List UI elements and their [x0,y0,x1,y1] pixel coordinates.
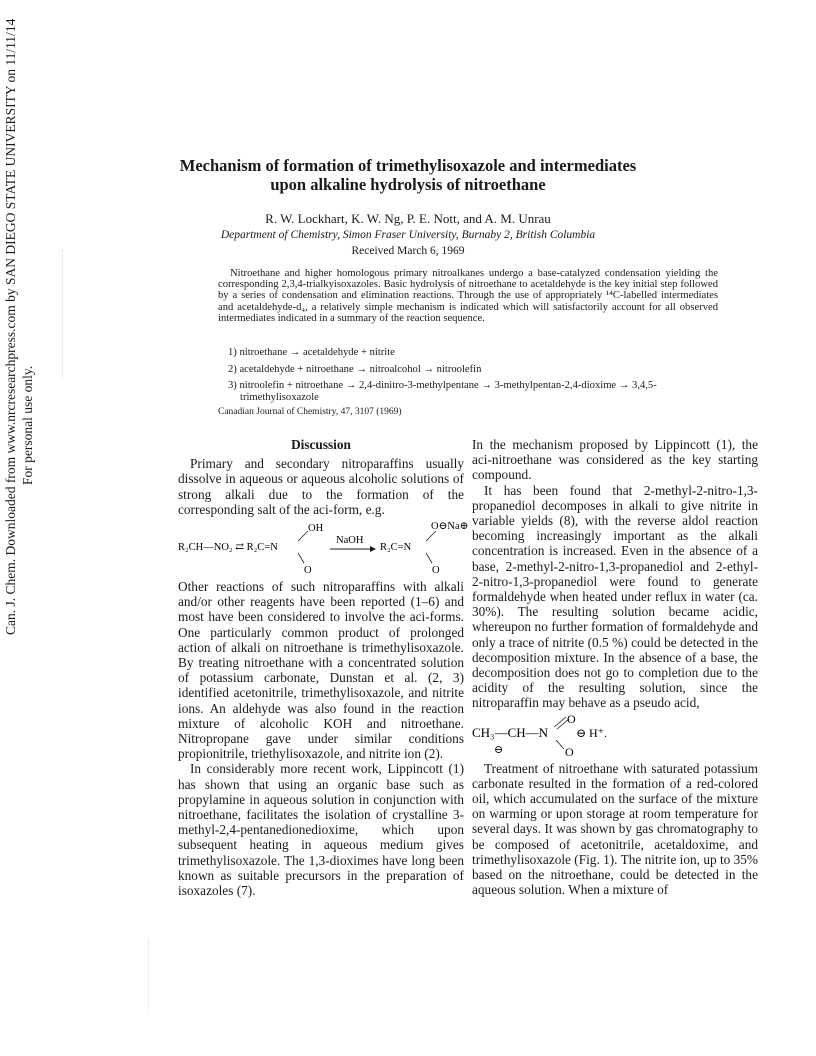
download-notice [2,18,38,635]
download-notice-line1: Can. J. Chem. Downloaded from www.nrcresearchpress.com by SAN DIEGO STATE UNIVERSITY on 11/11/14 [3,18,18,635]
title-line-1: Mechanism of formation of trimethylisoxazole and intermediates [179,156,637,175]
aci-form-equation [178,519,469,577]
scan-artifact [62,250,64,380]
abstract: Nitroethane and higher homologous primary nitroalkanes undergo a base-catalyzed condensation yielding the corresponding 2,3,4-trialkyisoxazoles. Basic hydrolysis of nitroethane to acetaldehyde is the key initial step followed by a series of condensation and elimination reactions. Through the use of appropriately ¹⁴C-labelled intermediates and acetaldehyde-d₄, a relatively simple mechanism is indicated which will satisfactorily account for all observed intermediates indicated in a summary of the reaction sequence. [218,268,718,324]
bond-line [556,740,564,749]
equation-o: O [432,565,440,577]
equation-o: O [304,565,312,577]
reaction-step-2: 2) acetaldehyde + nitroethane → nitroalcohol → nitroolefin [228,363,482,375]
bond-line [298,553,304,563]
affiliation: Department of Chemistry, Simon Fraser University, Burnaby 2, British Columbia [220,229,596,241]
received-date: Received March 6, 1969 [351,245,465,257]
arrow-head [370,546,376,552]
equation-lhs: CH₃—CH—N [472,724,549,740]
bond-line [426,553,432,563]
paragraph: Other reactions of such nitroparaffins with alkali and/or other reagents have been reported (1–6) and most have been considered to involve the aci-forms. One particularly common product of prolonged action of alkali on nitroethane is trimethylisoxazole. By treating nitroethane with a concentrated solution of potassium carbonate, Dunstan et al. (2, 3) identified acetonitrile, trimethylisoxazole, and nitrite ions. An aldehyde was also found in the reaction mixture of alcoholic KOH and nitroethane. Nitropropane gave under similar conditions propionitrile, triethylisoxazole, and nitrite ion (2). [178,579,464,762]
bond-line [426,531,436,541]
equation-reagent: NaOH [336,535,364,547]
paragraph: Treatment of nitroethane with saturated potassium carbonate resulted in the formation of a red-colored oil, which accumulated on the surface of the mixture on warming or upon storage at room temperature for several days. It was shown by gas chromatography to be composed of acetonitrile, acetaldoxime, and trimethylisoxazole (Fig. 1). The nitrite ion, up to 35% based on the nitroethane, could be detected in the aqueous solution. When a mixture of [472,760,758,898]
reaction-step-1: 1) nitroethane → acetaldehyde + nitrite [228,347,395,358]
article-title [120,156,696,194]
equation-minus: ⊖ [494,743,504,756]
scan-artifact [148,940,150,1010]
equation-tail: ⊖ H⁺. [576,725,608,740]
right-column [472,437,758,897]
paragraph: In the mechanism proposed by Lippincott (1), the aci-nitroethane was considered as the key starting compound. [472,437,758,483]
equation-o-top: O [567,711,576,726]
paragraph: Primary and secondary nitroparaffins usually dissolve in aqueous or aqueous alcoholic solutions of strong alkali due to the formation of the corresponding salt of the aci-form, e.g. [178,456,464,517]
authors: R. W. Lockhart, K. W. Ng, P. E. Nott, and A. M. Unrau [265,211,551,226]
reaction-step-3: 3) nitroolefin + nitroethane → 2,4-dinitro-3-methylpentane → 3-methylpentan-2,4-dioxime → 3,4,5-trimethylisoxazole [228,380,657,403]
pseudo-acid-equation [472,713,758,757]
download-notice-line2: For personal use only. [20,365,35,485]
equation-ona: O⊖Na⊕ [431,521,469,533]
equation-oh: OH [308,523,324,535]
reaction-sequence [228,347,718,408]
journal-citation: Canadian Journal of Chemistry, 47, 3107 (1969) [218,407,402,417]
paragraph: It has been found that 2-methyl-2-nitro-1,3-propanediol decomposes in alkali to give nitrite in variable yields (8), with the reverse aldol reaction becoming increasingly important as the alkali concentration is increased. Even in the absence of a base, 2-methyl-2-nitro-1,3-propanediol and 2-ethyl-2-nitro-1,3-propanediol were found to generate formaldehyde when heated under reflux in water (ca. 30%). The resulting solution became acidic, whereupon no further formation of formaldehyde and only a trace of nitrite (0.5 %) could be detected in the decomposition mixture. In the absence of a base, the decomposition does not go to completion due to the acidity of the resulting solution, since the nitroparaffin may behave as a pseudo acid, [472,482,758,711]
bond-line [298,531,308,541]
title-line-2: upon alkaline hydrolysis of nitroethane [270,175,546,194]
equation-lhs: R₂CH—NO₂ ⇄ R₂C=N [178,542,278,554]
bond-line [554,717,566,727]
equation-rhs: R₂C=N [380,542,412,554]
left-column [178,437,469,899]
paragraph: In considerably more recent work, Lippincott (1) has shown that using an organic base such as propylamine in aqueous solution in conjunction with nitroethane, facilitates the isolation of crystalline 3-methyl-2,4-pentanedionedioxime, which upon subsequent heating in aqueous medium gives trimethylisoxazole. The 1,3-dioximes have long been known as suitable precursors in the preparation of isoxazoles (7). [178,761,464,899]
equation-o-bottom: O [565,744,574,759]
section-heading: Discussion [291,437,351,452]
